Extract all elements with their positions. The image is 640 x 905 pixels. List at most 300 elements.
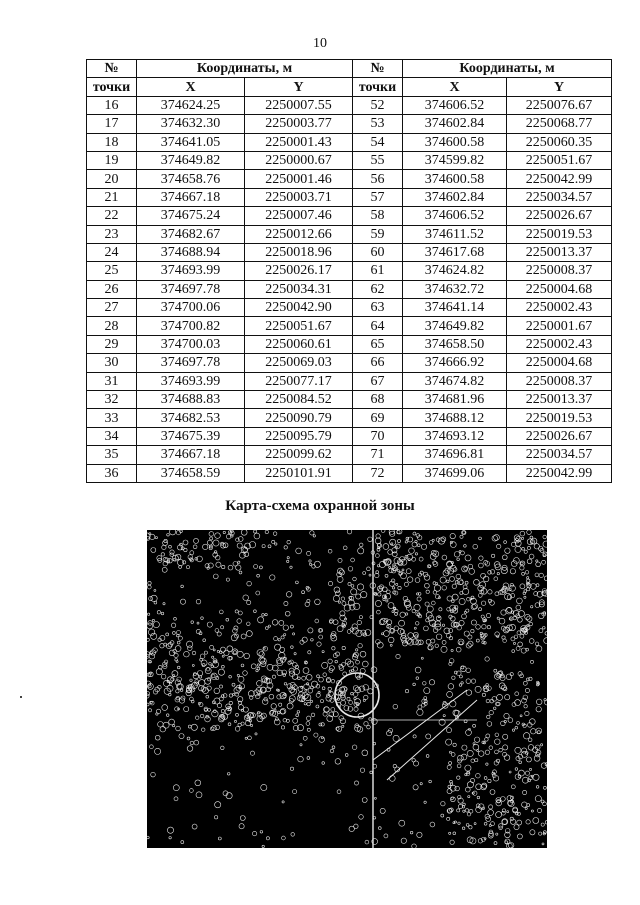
map-texture-speck	[247, 581, 252, 586]
header-points-left: точки	[87, 78, 137, 96]
map-texture-speck	[475, 686, 481, 692]
map-texture-speck	[523, 790, 527, 794]
map-texture-speck	[454, 552, 460, 558]
header-x-right: X	[403, 78, 507, 96]
map-texture-speck	[375, 600, 381, 606]
satellite-map-image	[147, 530, 547, 848]
map-texture-speck	[529, 622, 533, 626]
map-texture-speck	[518, 642, 523, 647]
map-texture-speck	[412, 639, 418, 645]
table-cell-x1: 374649.82	[137, 151, 245, 169]
table-cell-y2: 2250004.68	[507, 280, 612, 298]
table-row	[87, 133, 612, 151]
table-cell-x2: 374696.81	[403, 446, 507, 464]
table-cell-y2: 2250076.67	[507, 96, 612, 114]
table-body	[87, 96, 612, 482]
map-texture-speck	[523, 681, 527, 685]
map-texture-speck	[163, 562, 167, 566]
map-texture-speck	[496, 812, 502, 818]
map-texture-speck	[196, 599, 201, 604]
map-texture-speck	[277, 711, 280, 714]
table-cell-x2: 374641.14	[403, 299, 507, 317]
map-texture-speck	[310, 531, 314, 535]
map-texture-speck	[528, 745, 534, 751]
map-texture-speck	[200, 654, 205, 659]
table-cell-n2: 69	[353, 409, 403, 427]
map-texture-speck	[465, 765, 471, 771]
map-texture-speck	[329, 666, 334, 671]
map-texture-speck	[262, 545, 265, 548]
map-texture-speck	[259, 566, 262, 569]
map-texture-speck	[442, 640, 446, 644]
map-texture-speck	[526, 820, 530, 824]
map-texture-speck	[541, 823, 544, 826]
map-texture-speck	[527, 530, 532, 534]
map-texture-speck	[450, 542, 456, 548]
map-texture-speck	[513, 642, 515, 644]
map-texture-speck	[293, 633, 295, 635]
map-texture-speck	[383, 544, 389, 550]
map-texture-speck	[521, 648, 526, 653]
map-texture-speck	[328, 659, 332, 663]
map-texture-speck	[486, 613, 490, 617]
map-texture-speck	[229, 675, 232, 678]
table-cell-x2: 374688.12	[403, 409, 507, 427]
map-texture-speck	[176, 531, 180, 535]
map-texture-speck	[511, 561, 517, 567]
table-cell-x1: 374697.78	[137, 354, 245, 372]
map-texture-speck	[261, 784, 267, 790]
map-texture-speck	[177, 631, 181, 635]
map-texture-speck	[504, 541, 507, 544]
map-texture-speck	[450, 576, 455, 581]
table-cell-n1: 36	[87, 464, 137, 482]
map-texture-speck	[528, 738, 532, 742]
map-texture-speck	[290, 566, 292, 568]
map-texture-speck	[306, 674, 312, 680]
map-texture-speck	[179, 566, 182, 569]
map-texture-speck	[402, 569, 404, 571]
header-no-left: №	[87, 60, 137, 78]
map-texture-speck	[296, 581, 299, 584]
map-texture-speck	[308, 651, 311, 654]
map-texture-speck	[417, 832, 422, 837]
header-y-left: Y	[245, 78, 353, 96]
map-texture-speck	[393, 564, 396, 567]
table-cell-y1: 2250077.17	[245, 372, 353, 390]
map-texture-speck	[287, 540, 291, 544]
map-texture-speck	[542, 843, 544, 845]
map-texture-speck	[166, 633, 169, 636]
map-texture-speck	[408, 633, 414, 639]
map-texture-speck	[543, 831, 546, 834]
map-texture-speck	[520, 634, 524, 638]
map-texture-speck	[304, 703, 306, 705]
map-texture-speck	[224, 650, 229, 655]
map-texture-speck	[487, 715, 490, 718]
table-cell-x1: 374700.03	[137, 335, 245, 353]
map-texture-speck	[499, 748, 503, 752]
map-texture-speck	[280, 647, 285, 652]
map-texture-speck	[463, 810, 465, 812]
map-texture-speck	[458, 804, 462, 808]
map-texture-speck	[462, 531, 465, 534]
map-texture-speck	[197, 671, 202, 676]
map-texture-speck	[203, 544, 208, 549]
table-cell-x2: 374666.92	[403, 354, 507, 372]
map-texture-speck	[439, 608, 442, 611]
map-texture-speck	[503, 583, 509, 589]
table-cell-n1: 23	[87, 225, 137, 243]
map-texture-speck	[309, 560, 311, 562]
table-cell-x2: 374681.96	[403, 391, 507, 409]
map-texture-speck	[195, 716, 199, 720]
map-texture-speck	[214, 816, 217, 819]
map-texture-speck	[531, 606, 533, 608]
map-texture-speck	[174, 617, 177, 620]
map-texture-speck	[396, 654, 400, 658]
map-texture-speck	[238, 701, 241, 704]
map-texture-speck	[436, 634, 442, 640]
map-texture-speck	[377, 610, 381, 614]
map-texture-speck	[499, 618, 505, 624]
map-texture-speck	[485, 657, 489, 661]
map-texture-speck	[479, 537, 482, 540]
map-texture-speck	[442, 586, 447, 591]
map-texture-speck	[354, 781, 358, 785]
map-texture-speck	[457, 809, 460, 812]
map-texture-speck	[328, 549, 332, 553]
map-texture-speck	[477, 796, 480, 799]
map-texture-speck	[474, 737, 479, 742]
map-texture-speck	[537, 731, 540, 734]
map-texture-speck	[291, 646, 294, 649]
map-texture-speck	[495, 592, 499, 596]
map-texture-speck	[535, 573, 539, 577]
map-texture-speck	[459, 598, 465, 604]
map-texture-speck	[464, 545, 467, 548]
map-texture-speck	[177, 641, 180, 644]
map-texture-speck	[307, 728, 310, 731]
map-texture-speck	[194, 538, 199, 543]
map-texture-speck	[515, 546, 521, 552]
map-texture-speck	[332, 746, 335, 749]
map-texture-speck	[184, 651, 190, 657]
map-texture-speck	[356, 649, 358, 651]
map-texture-speck	[424, 688, 430, 694]
map-texture-speck	[426, 590, 429, 593]
map-texture-speck	[476, 639, 479, 642]
map-texture-speck	[376, 534, 380, 538]
map-texture-speck	[447, 596, 452, 601]
table-cell-y2: 2250008.37	[507, 262, 612, 280]
map-texture-speck	[424, 697, 427, 700]
map-texture-speck	[441, 646, 447, 652]
map-texture-speck	[387, 731, 392, 736]
map-texture-speck	[481, 573, 486, 578]
map-texture-speck	[531, 810, 533, 812]
map-texture-speck	[307, 716, 311, 720]
map-texture-speck	[343, 546, 347, 550]
map-texture-speck	[166, 714, 169, 717]
map-texture-speck	[460, 535, 463, 538]
header-coords-right: Координаты, м	[403, 60, 612, 78]
map-texture-speck	[342, 601, 346, 605]
margin-mark	[20, 696, 22, 698]
map-texture-speck	[440, 577, 446, 583]
map-texture-speck	[416, 677, 419, 680]
map-texture-speck	[223, 531, 225, 533]
map-texture-speck	[338, 601, 340, 603]
map-texture-speck	[347, 697, 350, 700]
map-texture-speck	[465, 581, 468, 584]
map-texture-speck	[167, 534, 170, 537]
map-texture-speck	[233, 562, 238, 567]
table-cell-n1: 33	[87, 409, 137, 427]
map-texture-speck	[147, 703, 149, 706]
table-cell-y2: 2250042.99	[507, 170, 612, 188]
table-row	[87, 262, 612, 280]
map-texture-speck	[524, 550, 527, 553]
map-texture-speck	[193, 673, 199, 679]
map-texture-speck	[274, 719, 280, 725]
map-texture-speck	[191, 724, 197, 730]
map-texture-speck	[447, 817, 450, 820]
map-texture-speck	[311, 681, 317, 687]
map-texture-speck	[296, 548, 302, 554]
map-texture-speck	[354, 603, 360, 609]
map-texture-speck	[426, 734, 431, 739]
map-texture-speck	[429, 780, 432, 783]
map-texture-speck	[177, 666, 180, 669]
map-texture-speck	[508, 718, 513, 723]
table-cell-x2: 374606.52	[403, 96, 507, 114]
map-texture-speck	[284, 683, 287, 686]
map-texture-speck	[196, 792, 202, 798]
map-texture-speck	[186, 641, 192, 647]
map-texture-speck	[287, 557, 289, 559]
map-texture-speck	[457, 625, 462, 630]
map-texture-speck	[180, 599, 185, 604]
map-texture-speck	[433, 591, 437, 595]
table-cell-x1: 374632.30	[137, 115, 245, 133]
map-texture-speck	[515, 692, 519, 696]
map-texture-speck	[447, 580, 450, 583]
map-texture-speck	[473, 724, 476, 727]
table-cell-y1: 2250007.55	[245, 96, 353, 114]
map-texture-speck	[464, 611, 466, 613]
map-texture-speck	[360, 651, 366, 657]
map-texture-speck	[512, 729, 514, 731]
map-texture-speck	[199, 680, 205, 686]
map-texture-speck	[274, 637, 278, 641]
map-texture-speck	[161, 612, 164, 615]
map-texture-speck	[398, 540, 401, 543]
map-texture-speck	[521, 562, 524, 565]
map-texture-speck	[148, 581, 151, 584]
table-cell-x2: 374649.82	[403, 317, 507, 335]
map-texture-speck	[319, 723, 322, 726]
map-texture-speck	[529, 768, 531, 770]
map-texture-speck	[254, 533, 260, 539]
table-cell-y1: 2250099.62	[245, 446, 353, 464]
map-texture-speck	[238, 723, 241, 726]
map-texture-speck	[351, 558, 355, 562]
map-texture-speck	[406, 537, 409, 540]
map-texture-speck	[488, 810, 494, 816]
map-texture-speck	[371, 667, 377, 673]
map-texture-speck	[311, 639, 314, 642]
map-texture-speck	[359, 674, 363, 678]
map-texture-speck	[415, 667, 421, 673]
map-texture-speck	[509, 771, 511, 773]
map-texture-speck	[491, 554, 494, 557]
map-texture-speck	[322, 662, 328, 668]
table-cell-y2: 2250051.67	[507, 151, 612, 169]
map-texture-speck	[490, 790, 495, 795]
map-texture-speck	[370, 771, 373, 774]
map-texture-speck	[457, 764, 461, 768]
map-texture-speck	[307, 757, 310, 760]
map-texture-speck	[167, 827, 173, 833]
table-cell-x1: 374667.18	[137, 446, 245, 464]
map-texture-speck	[322, 687, 325, 690]
map-texture-speck	[255, 733, 257, 735]
map-texture-speck	[238, 676, 244, 682]
map-texture-speck	[471, 629, 474, 632]
map-texture-speck	[489, 805, 493, 809]
map-texture-speck	[462, 566, 468, 572]
map-texture-speck	[244, 653, 250, 659]
map-texture-speck	[361, 591, 367, 597]
map-texture-speck	[229, 694, 232, 697]
table-cell-x2: 374602.84	[403, 115, 507, 133]
map-texture-speck	[449, 832, 451, 834]
map-texture-speck	[269, 694, 274, 699]
map-texture-speck	[515, 726, 518, 729]
map-texture-speck	[505, 695, 510, 700]
map-texture-speck	[466, 668, 471, 673]
map-texture-speck	[525, 711, 529, 715]
map-texture-speck	[246, 631, 252, 637]
map-texture-speck	[436, 583, 438, 585]
map-texture-speck	[494, 562, 500, 568]
map-texture-speck	[279, 652, 285, 658]
map-texture-speck	[227, 773, 230, 776]
map-texture-speck	[324, 707, 330, 713]
map-texture-speck	[468, 564, 473, 569]
map-texture-speck	[217, 632, 221, 636]
map-texture-speck	[447, 789, 452, 794]
map-texture-speck	[251, 664, 256, 669]
map-texture-speck	[527, 559, 532, 564]
map-texture-speck	[391, 543, 393, 545]
map-texture-speck	[268, 545, 271, 548]
map-texture-speck	[527, 625, 529, 627]
map-texture-speck	[539, 573, 543, 577]
map-texture-speck	[398, 586, 401, 589]
map-texture-speck	[293, 718, 298, 723]
map-texture-speck	[459, 550, 461, 552]
map-texture-speck	[404, 582, 408, 586]
map-texture-speck	[473, 544, 478, 549]
map-texture-speck	[453, 743, 456, 746]
table-cell-y1: 2250060.61	[245, 335, 353, 353]
table-cell-n2: 58	[353, 207, 403, 225]
map-texture-speck	[369, 574, 371, 576]
header-points-right: точки	[353, 78, 403, 96]
map-texture-speck	[494, 842, 497, 845]
map-texture-speck	[215, 629, 219, 633]
table-cell-n1: 31	[87, 372, 137, 390]
map-texture-speck	[515, 768, 518, 771]
map-texture-speck	[515, 540, 521, 546]
map-texture-speck	[265, 530, 268, 533]
map-texture-speck	[401, 559, 407, 565]
map-texture-speck	[188, 646, 193, 651]
table-cell-n1: 17	[87, 115, 137, 133]
map-texture-speck	[150, 745, 154, 749]
table-row	[87, 391, 612, 409]
map-texture-speck	[205, 716, 211, 722]
map-texture-speck	[282, 836, 286, 840]
map-texture-speck	[220, 647, 225, 652]
table-cell-y1: 2250018.96	[245, 243, 353, 261]
map-texture-speck	[452, 584, 456, 588]
map-texture-speck	[265, 613, 267, 615]
map-texture-speck	[247, 600, 251, 604]
map-texture-speck	[259, 652, 264, 657]
map-texture-speck	[297, 711, 300, 714]
map-texture-speck	[213, 661, 219, 667]
map-texture-speck	[390, 629, 394, 633]
map-texture-speck	[386, 600, 388, 602]
map-texture-speck	[515, 747, 521, 753]
map-texture-speck	[362, 661, 368, 667]
map-texture-speck	[381, 633, 383, 635]
map-texture-speck	[284, 601, 288, 605]
map-texture-speck	[497, 617, 499, 619]
map-texture-speck	[187, 737, 190, 740]
map-texture-speck	[533, 774, 539, 780]
map-texture-speck	[315, 619, 319, 623]
map-texture-speck	[407, 554, 413, 560]
map-texture-speck	[272, 620, 278, 626]
map-texture-speck	[447, 765, 451, 769]
table-row	[87, 243, 612, 261]
table-cell-x2: 374617.68	[403, 243, 507, 261]
table-cell-x1: 374682.53	[137, 409, 245, 427]
map-texture-speck	[254, 565, 258, 569]
map-texture-speck	[524, 596, 526, 598]
map-texture-speck	[452, 600, 455, 603]
map-texture-speck	[362, 798, 367, 803]
map-texture-speck	[501, 721, 506, 726]
map-texture-speck	[410, 831, 413, 834]
map-texture-speck	[396, 583, 398, 585]
map-texture-speck	[347, 530, 352, 534]
map-texture-speck	[530, 536, 533, 539]
map-texture-speck	[321, 737, 323, 739]
table-cell-y2: 2250019.53	[507, 225, 612, 243]
map-texture-speck	[170, 530, 176, 535]
map-texture-speck	[155, 748, 161, 754]
map-texture-speck	[466, 824, 469, 827]
map-texture-speck	[335, 660, 338, 663]
map-texture-speck	[492, 536, 498, 542]
map-texture-speck	[353, 667, 357, 671]
map-texture-speck	[431, 601, 435, 605]
